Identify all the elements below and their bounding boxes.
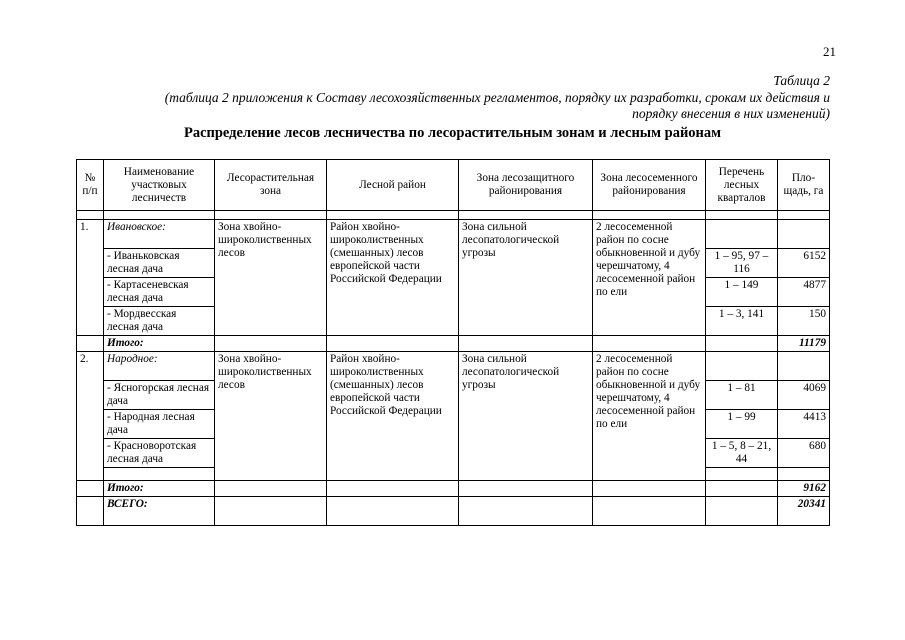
subtotal-row [77, 336, 830, 352]
header-row [77, 160, 830, 211]
grand-total-area: 20341 [778, 497, 830, 526]
header-zone: Лесорастительная зона [215, 160, 327, 211]
subcaption-line-1: (таблица 2 приложения к Составу лесохозяйственных регламентов, порядку их разработки, срокам их действия и [164, 90, 830, 105]
area-cell [778, 220, 830, 249]
quarters-cell: 1 – 99 [706, 410, 778, 439]
subtotal-row [77, 481, 830, 497]
header-protection: Зона лесозащитного районирования [459, 160, 593, 211]
table-title: Распределение лесов лесничества по лесорастительным зонам и лесным районам [183, 125, 722, 141]
area-cell [778, 352, 830, 381]
forestry-name: Народное: [104, 352, 215, 381]
district-cell: Район хвойно-широколиственных (смешанных) лесов европейской части Российской Федерации [327, 352, 459, 481]
table-caption: Таблица 2 [773, 73, 830, 88]
quarters-cell: 1 – 81 [706, 381, 778, 410]
seed-cell: 2 лесосеменной район по сосне обыкновенной и дубу черешчатому, 4 лесосеменной район по ели [593, 220, 706, 336]
quarters-cell: 1 – 3, 141 [706, 307, 778, 336]
quarters-cell [706, 220, 778, 249]
header-quarters: Перечень лесных кварталов [706, 160, 778, 211]
forestry-name: Ивановское: [104, 220, 215, 249]
area-cell: 150 [778, 307, 830, 336]
quarters-cell: 1 – 149 [706, 278, 778, 307]
quarters-cell: 1 – 5, 8 – 21, 44 [706, 439, 778, 468]
header-num: № п/п [77, 160, 104, 211]
area-cell: 4413 [778, 410, 830, 439]
row-number: 2. [77, 352, 104, 481]
area-cell: 6152 [778, 249, 830, 278]
forest-dacha-name: - Ясногорская лесная дача [104, 381, 215, 410]
grand-total-row [77, 497, 830, 526]
area-cell: 4877 [778, 278, 830, 307]
district-cell: Район хвойно-широколиственных (смешанных) лесов европейской части Российской Федерации [327, 220, 459, 336]
forest-dacha-name: - Мордвесская лесная дача [104, 307, 215, 336]
area-cell: 4069 [778, 381, 830, 410]
forest-distribution-table [76, 159, 830, 526]
subcaption-line-2: порядку внесения в них изменений) [632, 106, 830, 121]
zone-cell: Зона хвойно-широколиственных лесов [215, 352, 327, 481]
zone-cell: Зона хвойно-широколиственных лесов [215, 220, 327, 336]
seed-cell: 2 лесосеменной район по сосне обыкновенной и дубу черешчатому, 4 лесосеменной район по ели [593, 352, 706, 481]
header-name: Наименование участковых лесничеств [104, 160, 215, 211]
protection-cell: Зона сильной лесопатологической угрозы [459, 352, 593, 481]
table-row [77, 352, 830, 381]
forest-dacha-name: - Красноворотская лесная дача [104, 439, 215, 468]
subtotal-area: 11179 [778, 336, 830, 352]
spacer-row [77, 211, 830, 220]
subtotal-label: Итого: [104, 336, 215, 352]
grand-total-label: ВСЕГО: [104, 497, 215, 526]
forest-dacha-name: - Картасеневская лесная дача [104, 278, 215, 307]
table-subcaption [60, 90, 830, 122]
quarters-cell: 1 – 95, 97 – 116 [706, 249, 778, 278]
header-district: Лесной район [327, 160, 459, 211]
row-number: 1. [77, 220, 104, 336]
quarters-cell [706, 352, 778, 381]
forest-dacha-name: - Народная лесная дача [104, 410, 215, 439]
protection-cell: Зона сильной лесопатологической угрозы [459, 220, 593, 336]
forest-dacha-name: - Иваньковская лесная дача [104, 249, 215, 278]
area-cell: 680 [778, 439, 830, 468]
subtotal-area: 9162 [778, 481, 830, 497]
subtotal-label: Итого: [104, 481, 215, 497]
header-area: Пло-щадь, га [778, 160, 830, 211]
page-number: 21 [823, 44, 836, 59]
header-seed: Зона лесосеменного районирования [593, 160, 706, 211]
table-row [77, 220, 830, 249]
